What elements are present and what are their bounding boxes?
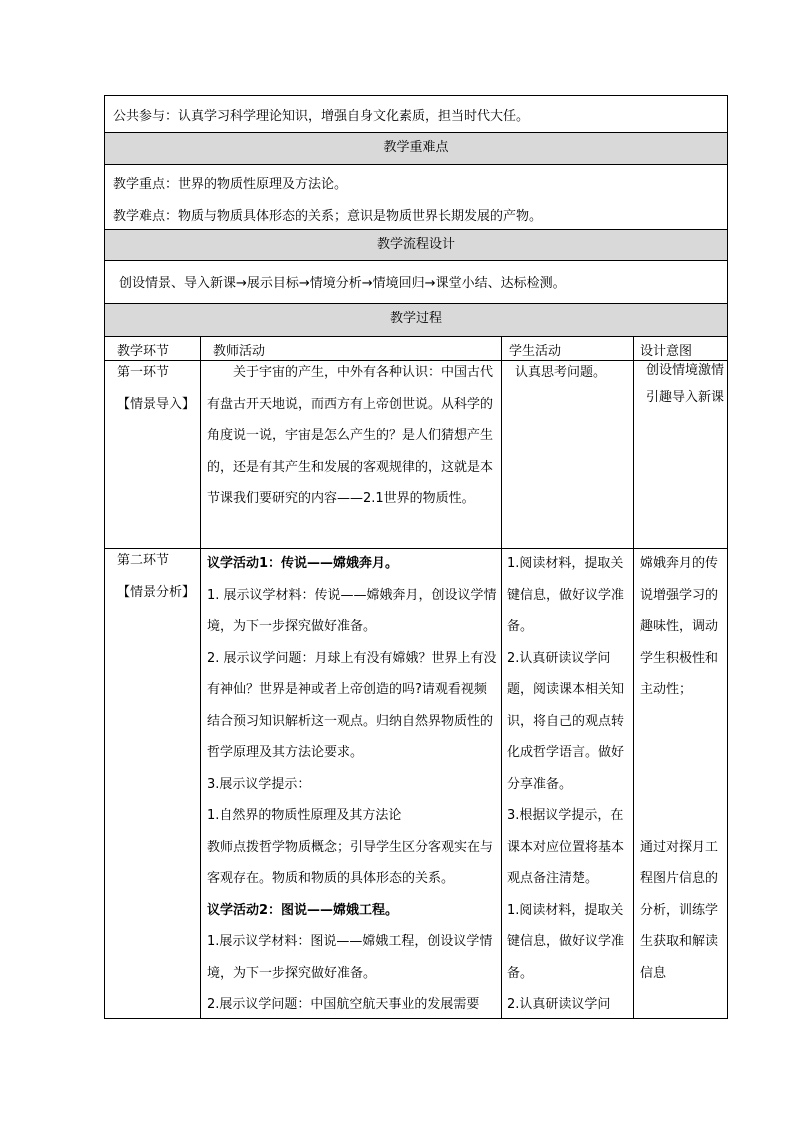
stage1-student-text: 认真思考问题。: [515, 365, 607, 380]
activity2-title: 议学活动2：图说——嫦娥工程。: [207, 902, 399, 918]
top-row: [105, 96, 727, 133]
flow-body: [105, 261, 727, 304]
stage1-intent-cell: [646, 357, 726, 411]
key-point-difficulty: 教学难点：物质与物质具体形态的关系；意识是物质世界长期发展的产物。: [113, 209, 543, 224]
activity1-question: 2. 展示议学问题：月球上有没有嫦娥？世界上有没有神仙？世界是神或者上帝创造的吗?请观看视频结合预习知识解析这一观点。归纳自然界物质性的哲学原理及其方法论要求。: [207, 650, 497, 760]
activity1-material: 1. 展示议学材料：传说——嫦娥奔月，创设议学情境，为下一步探究做好准备。: [207, 587, 497, 634]
activity1-title: 议学活动1：传说——嫦娥奔月。: [207, 556, 399, 571]
student-step4: 1.阅读材料，提取关键信息，做好议学准备。: [507, 902, 625, 981]
intent-2: 通过对探月工程图片信息的分析，训练学生获取和解读信息: [640, 839, 719, 981]
activity2-question: 2.展示议学问题：中国航空航天事业的发展需要: [207, 997, 480, 1012]
col-stage: 教学环节: [117, 344, 170, 359]
student-step1: 1.阅读材料，提取关键信息，做好议学准备。: [507, 556, 625, 634]
stage1-teacher-text: 关于宇宙的产生，中外有各种认识：中国古代有盘古开天地说，而西方有上帝创世说。从科学的角度说一说，宇宙是怎么产生的？是人们猜想产生的，还是有其产生和发展的客观规律的，这就是本节课我们要研究的内容——2.1世界的物质性。: [207, 365, 494, 506]
stage1-intent-text: 创设情境激情引趣导入新课: [646, 363, 725, 405]
key-point-focus: 教学重点：世界的物质性原理及方法论。: [113, 177, 348, 192]
lesson-plan-table: [104, 95, 728, 1019]
column-divider-2: [501, 336, 502, 1018]
stage1-tag: 【情景导入】: [117, 396, 196, 412]
stage1-student-cell: [515, 357, 635, 389]
stage1-name-cell: [117, 357, 201, 420]
col-intent: 设计意图: [640, 344, 693, 359]
activity1-hint-item: 1.自然界的物质性原理及其方法论: [207, 808, 402, 823]
col-teacher: 教师活动: [213, 344, 266, 359]
activity2-material: 1.展示议学材料：图说——嫦娥工程，创设议学情境，为下一步探究做好准备。: [207, 934, 493, 981]
flow-text: 创设情景、导入新课→展示目标→情境分析→情境回归→课堂小结、达标检测。: [119, 276, 566, 291]
column-divider-3: [633, 336, 634, 1018]
activity1-hint: 3.展示议学提示：: [207, 776, 311, 792]
student-step3: 3.根据议学提示，在课本对应位置将基本观点备注清楚。: [507, 808, 625, 886]
flow-header: 教学流程设计: [105, 230, 727, 261]
stage1-teacher-cell: [207, 357, 499, 515]
stage2-name: 第二环节: [117, 553, 170, 568]
column-divider-1: [200, 336, 201, 1018]
stage2-tag: 【情景分析】: [117, 584, 196, 600]
activity1-guidance: 教师点拨哲学物质概念；引导学生区分客观实在与客观存在。物质和物质的具体形态的关系。: [207, 839, 494, 886]
intent-1: 嫦娥奔月的传说增强学习的趣味性，调动学生积极性和主动性；: [640, 556, 719, 697]
stage2-name-cell: [117, 545, 201, 608]
key-points-body: [105, 165, 727, 230]
process-header: 教学过程: [105, 304, 727, 336]
stage1-name: 第一环节: [117, 365, 170, 380]
student-step2: 2.认真研读议学问题，阅读课本相关知识，将自己的观点转化成哲学语言。做好分享准备。: [507, 650, 625, 792]
top-row-text: 公共参与：认真学习科学理论知识，增强自身文化素质，担当时代大任。: [113, 109, 530, 124]
stage2-teacher-cell: [207, 548, 499, 1021]
stage2-intent-cell: [640, 548, 724, 989]
key-points-header: 教学重难点: [105, 133, 727, 165]
col-student: 学生活动: [509, 344, 562, 359]
stage2-student-cell: [507, 548, 635, 1021]
student-step5: 2.认真研读议学问: [507, 997, 611, 1012]
